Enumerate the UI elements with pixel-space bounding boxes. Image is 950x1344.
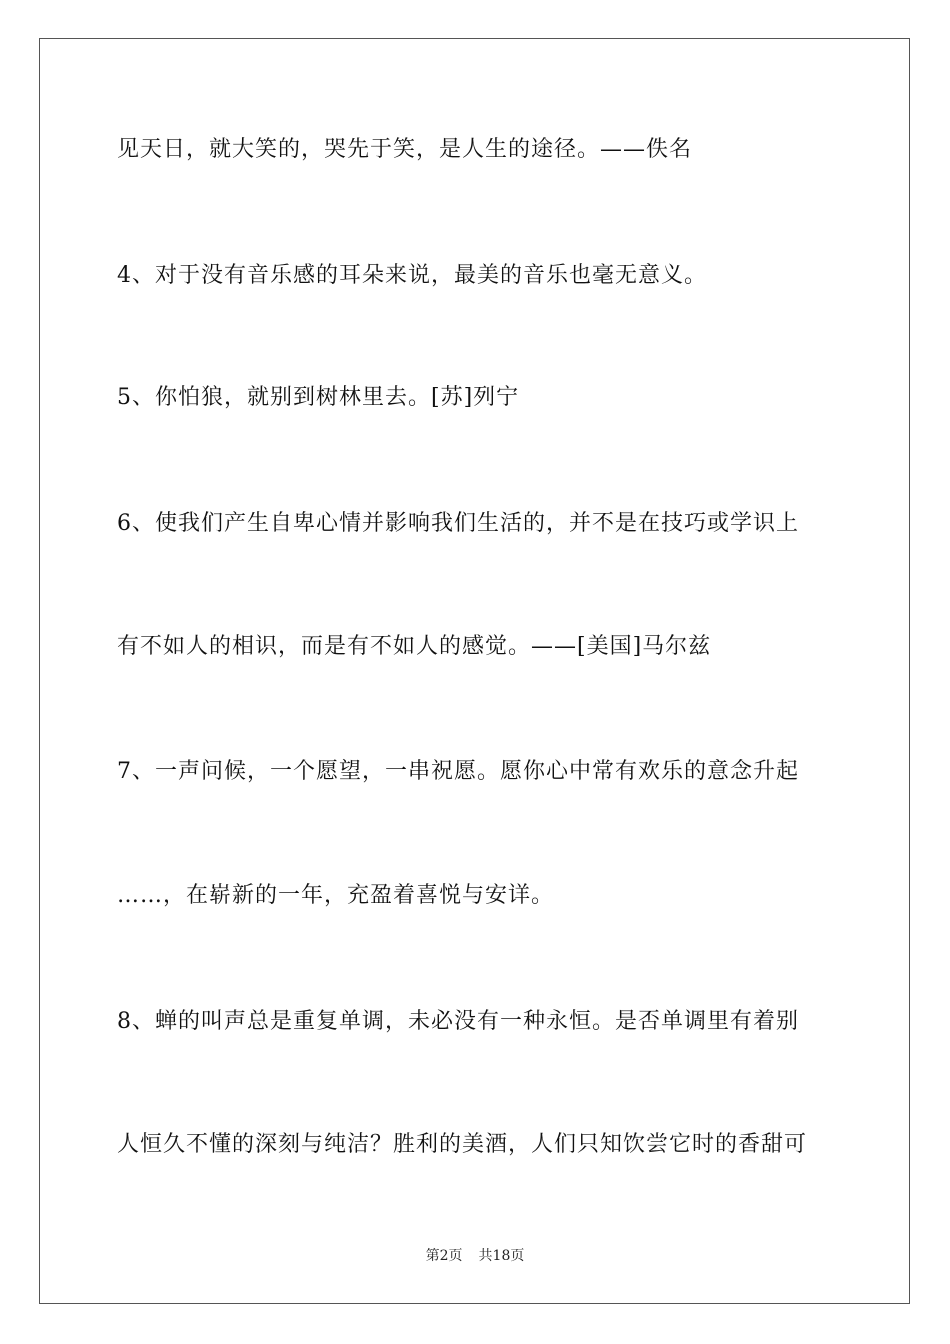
page-footer [0, 1247, 950, 1265]
text-line: 6、使我们产生自卑心情并影响我们生活的，并不是在技巧或学识上 [117, 511, 799, 536]
text-line: 有不如人的相识，而是有不如人的感觉。——[美国]马尔兹 [117, 634, 712, 659]
text-line: 人恒久不懂的深刻与纯洁？胜利的美酒，人们只知饮尝它时的香甜可 [117, 1132, 808, 1157]
text-line: 4、对于没有音乐感的耳朵来说，最美的音乐也毫无意义。 [117, 263, 707, 288]
page-total: 共18页 [478, 1248, 525, 1264]
page-border [39, 38, 910, 1304]
text-line: ……，在崭新的一年，充盈着喜悦与安详。 [117, 883, 555, 908]
text-line: 7、一声问候，一个愿望，一串祝愿。愿你心中常有欢乐的意念升起 [117, 759, 799, 784]
text-line: 见天日，就大笑的，哭先于笑，是人生的途径。——佚名 [117, 137, 693, 162]
page-number: 第2页 [425, 1248, 463, 1264]
text-line: 8、蝉的叫声总是重复单调，未必没有一种永恒。是否单调里有着别 [117, 1009, 799, 1034]
text-line: 5、你怕狼，就别到树林里去。[苏]列宁 [117, 385, 520, 410]
